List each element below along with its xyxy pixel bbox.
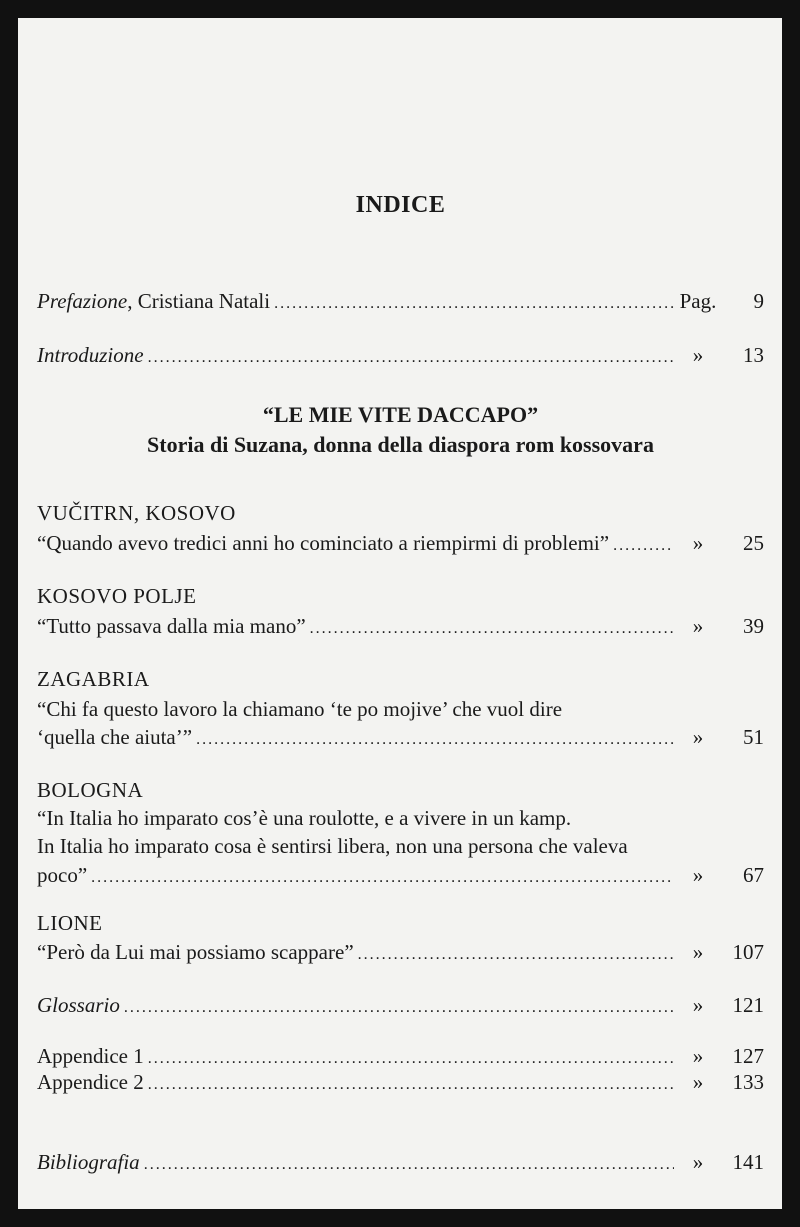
chapter-place: VUČITRN, KOSOVO [37, 501, 236, 525]
leader-dots [91, 863, 674, 893]
entry-text-line: In Italia ho imparato cosa è sentirsi libera, non una persona che valeva [37, 834, 628, 858]
entry-label: “Quando avevo tredici anni ho cominciato a riempirmi di problemi” [37, 531, 610, 555]
part-subtitle: Storia di Suzana, donna della diaspora rom kossovara [147, 432, 654, 457]
entry-label: Appendice 2 [37, 1070, 144, 1094]
leader-dots [124, 993, 674, 1023]
page-ref-marker: » [692, 1070, 704, 1094]
book-page [18, 18, 782, 1209]
toc-entry-chapter [37, 611, 764, 641]
entry-label: Glossario [37, 993, 120, 1017]
page-ref-marker: » [692, 1150, 704, 1174]
leader-dots [148, 343, 674, 373]
page-number: 51 [743, 725, 764, 749]
toc-entry-chapter [37, 860, 764, 890]
entry-label: “Però da Lui mai possiamo scappare” [37, 940, 354, 964]
page-ref-marker: » [692, 1044, 704, 1068]
entry-label-author: , Cristiana Natali [127, 289, 271, 313]
page-number: 133 [732, 1070, 764, 1094]
entry-label-italic: Prefazione [37, 289, 128, 313]
page-number: 25 [743, 531, 764, 555]
page-number: 107 [732, 940, 764, 964]
entry-text-line: “Chi fa questo lavoro la chiamano ‘te po mojive’ che vuol dire [37, 697, 563, 721]
entry-label: ‘quella che aiuta’” [37, 725, 193, 749]
entry-label: Bibliografia [37, 1150, 140, 1174]
entry-label: “Tutto passava dalla mia mano” [37, 614, 306, 638]
toc-entry-chapter [37, 528, 764, 558]
toc-entry-introduzione [37, 340, 764, 370]
toc-entry-chapter [37, 937, 764, 967]
toc-entry-glossario [37, 990, 764, 1020]
entry-label: poco” [37, 863, 88, 887]
page-ref-marker: » [692, 993, 704, 1017]
part-title: “LE MIE VITE DACCAPO” [262, 402, 539, 427]
page-title: INDICE [355, 192, 446, 218]
leader-dots [613, 531, 674, 561]
leader-dots [148, 1070, 674, 1100]
leader-dots [358, 940, 674, 970]
leader-dots [274, 289, 674, 319]
chapter-place: ZAGABRIA [37, 667, 150, 691]
entry-label: Appendice 1 [37, 1044, 144, 1068]
page-number: 121 [732, 993, 764, 1017]
leader-dots [144, 1150, 674, 1180]
leader-dots [196, 725, 674, 755]
page-ref-marker: » [692, 343, 704, 367]
chapter-place: BOLOGNA [37, 778, 144, 802]
page-number: 39 [743, 614, 764, 638]
chapter-place: LIONE [37, 911, 103, 935]
page-number: 13 [743, 343, 764, 367]
page-ref-marker: » [692, 725, 704, 749]
entry-text-line: “In Italia ho imparato cos’è una roulotte, e a vivere in un kamp. [37, 806, 572, 830]
page-ref-marker: Pag. [679, 289, 717, 313]
page-number: 67 [743, 863, 764, 887]
toc-entry-appendice-2 [37, 1067, 764, 1097]
page-ref-marker: » [692, 531, 704, 555]
toc-entry-chapter [37, 722, 764, 752]
toc-entry-prefazione [37, 286, 764, 316]
page-ref-marker: » [692, 940, 704, 964]
leader-dots [310, 614, 674, 644]
entry-label: Introduzione [37, 343, 144, 367]
chapter-place: KOSOVO POLJE [37, 584, 197, 608]
toc-entry-bibliografia [37, 1147, 764, 1177]
page-number: 9 [753, 289, 764, 313]
page-number: 141 [732, 1150, 764, 1174]
page-number: 127 [732, 1044, 764, 1068]
page-ref-marker: » [692, 863, 704, 887]
entry-label [37, 286, 270, 316]
page-ref-marker: » [692, 614, 704, 638]
